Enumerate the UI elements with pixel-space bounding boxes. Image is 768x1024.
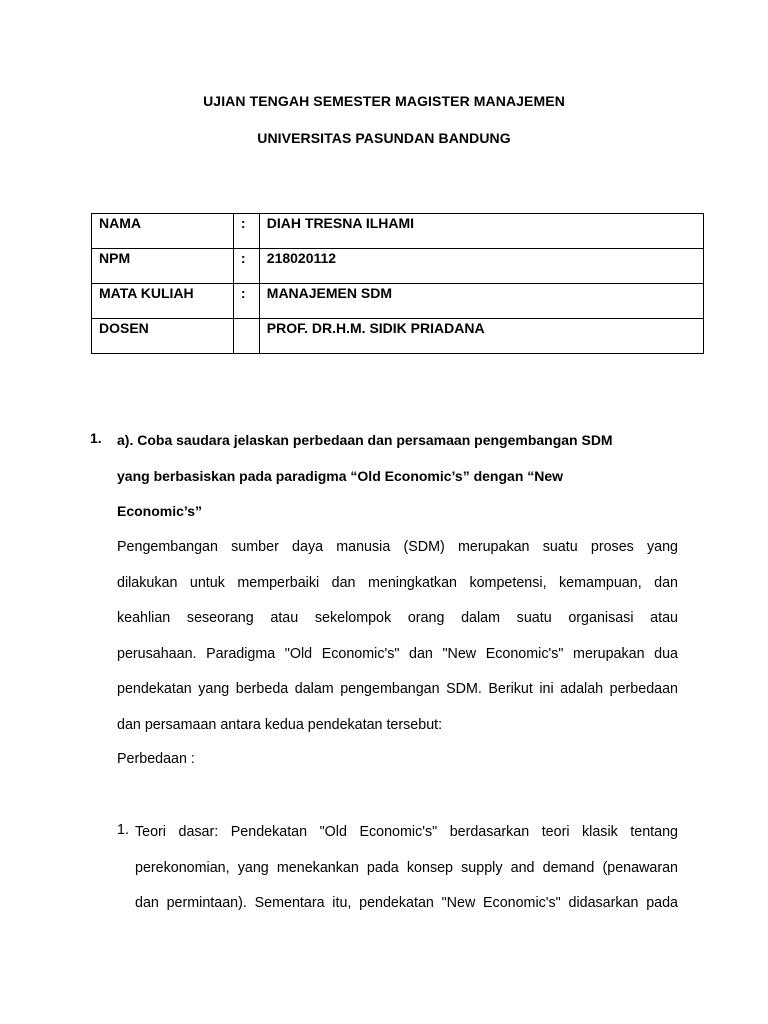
paragraph-line: keahlian seseorang atau sekelompok orang dalam suatu organisasi atau — [117, 610, 678, 626]
row-label: NPM — [92, 249, 234, 284]
paragraph-line: Pengembangan sumber daya manusia (SDM) merupakan suatu proses yang — [117, 539, 678, 555]
paragraph-line: dan persamaan antara kedua pendekatan tersebut: — [117, 716, 443, 733]
row-value: MANAJEMEN SDM — [259, 284, 703, 319]
university-title: UNIVERSITAS PASUNDAN BANDUNG — [257, 130, 511, 146]
list-number: 1. — [117, 822, 129, 838]
row-separator: : — [233, 214, 259, 249]
list-line: Teori dasar: Pendekatan "Old Economic's" berdasarkan teori klasik tentang — [135, 824, 678, 840]
row-label: NAMA — [92, 214, 234, 249]
question-number: 1. — [90, 430, 102, 446]
paragraph-line: pendekatan yang berbeda dalam pengembangan SDM. Berikut ini adalah perbedaan — [117, 681, 678, 697]
table-row — [92, 249, 704, 284]
list-item — [135, 822, 678, 929]
paragraph-line: perusahaan. Paradigma "Old Economic's" dan "New Economic's" merupakan dua — [117, 645, 678, 662]
question-line: a). Coba saudara jelaskan perbedaan dan persamaan pengembangan SDM — [117, 432, 613, 448]
row-label: MATA KULIAH — [92, 284, 234, 319]
student-info-table — [91, 213, 704, 354]
question-line: Economic’s” — [117, 503, 203, 519]
section-label: Perbedaan : — [117, 751, 195, 767]
list-line: dan permintaan). Sementara itu, pendekatan "New Economic's" didasarkan pada — [135, 895, 678, 911]
row-label: DOSEN — [92, 319, 234, 354]
table-row — [92, 214, 704, 249]
row-value: DIAH TRESNA ILHAMI — [259, 214, 703, 249]
row-value: PROF. DR.H.M. SIDIK PRIADANA — [259, 319, 703, 354]
row-separator: : — [233, 284, 259, 319]
row-separator — [233, 319, 259, 354]
table-row — [92, 284, 704, 319]
document-title: UJIAN TENGAH SEMESTER MAGISTER MANAJEMEN — [203, 93, 565, 109]
answer-paragraph — [117, 537, 678, 750]
list-line: perekonomian, yang menekankan pada konsep supply and demand (penawaran — [135, 859, 678, 876]
paragraph-line: dilakukan untuk memperbaiki dan meningkatkan kompetensi, kemampuan, dan — [117, 574, 678, 591]
question-text — [117, 430, 682, 537]
question-line: yang berbasiskan pada paradigma “Old Economic’s” dengan “New — [117, 467, 564, 484]
row-separator: : — [233, 249, 259, 284]
table-row — [92, 319, 704, 354]
row-value: 218020112 — [259, 249, 703, 284]
